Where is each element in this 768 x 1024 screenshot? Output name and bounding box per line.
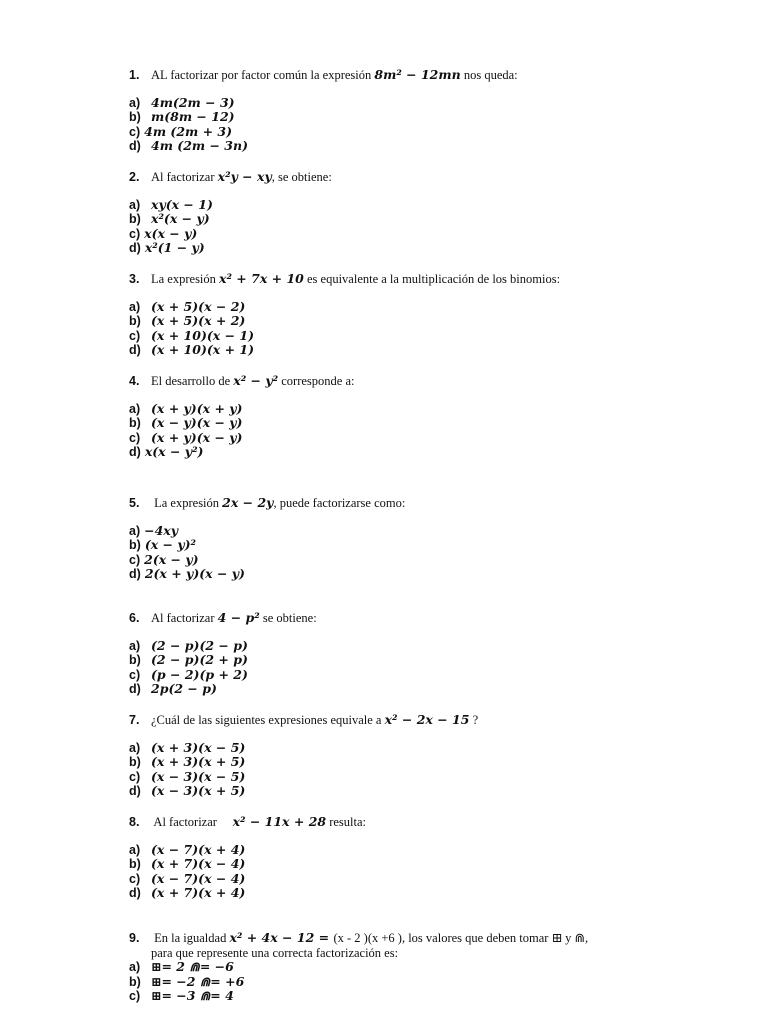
question-expression: x² − y² bbox=[233, 373, 279, 388]
option-c bbox=[129, 329, 739, 344]
option-b bbox=[129, 653, 739, 668]
question-9 bbox=[129, 931, 739, 1004]
option-c bbox=[129, 227, 739, 242]
option-a bbox=[129, 639, 739, 654]
question-3 bbox=[129, 272, 739, 358]
option-b bbox=[129, 538, 739, 553]
question-1 bbox=[129, 68, 739, 154]
option-value: (x + 7)(x − 4) bbox=[151, 856, 246, 872]
option-label: c) bbox=[129, 989, 141, 1004]
option-value: (x + y)(x + y) bbox=[151, 400, 243, 416]
option-label: a) bbox=[129, 740, 141, 755]
option-value: (x − y)(x − y) bbox=[151, 415, 243, 431]
option-d bbox=[129, 241, 739, 256]
option-value: −4xy bbox=[144, 522, 179, 538]
option-value: x²(x − y) bbox=[151, 211, 210, 227]
option-label: c) bbox=[129, 552, 141, 567]
question-number: 1. bbox=[129, 68, 140, 82]
option-label: c) bbox=[129, 667, 141, 682]
question-text: El desarrollo de bbox=[151, 374, 234, 388]
question-expression: x²y − xy bbox=[217, 169, 272, 184]
question-text-end: , puede factorizarse como: bbox=[273, 496, 406, 510]
option-value: 2p(2 − p) bbox=[151, 681, 217, 697]
question-4 bbox=[129, 374, 739, 460]
option-label: b) bbox=[129, 755, 141, 770]
question-expression: x² − 2x − 15 bbox=[384, 712, 470, 727]
option-value: (x − y)² bbox=[144, 537, 197, 553]
option-label: a) bbox=[129, 299, 141, 314]
option-c bbox=[129, 431, 739, 446]
question-stem bbox=[129, 374, 739, 389]
question-number: 8. bbox=[129, 815, 140, 829]
question-8 bbox=[129, 815, 739, 901]
option-label: c) bbox=[129, 871, 141, 886]
option-label: c) bbox=[129, 430, 141, 445]
question-text: Al factorizar bbox=[151, 611, 218, 625]
option-label: d) bbox=[129, 139, 141, 154]
option-label: b) bbox=[129, 314, 141, 329]
option-value: (x + 10)(x + 1) bbox=[151, 342, 255, 358]
question-stem bbox=[129, 815, 739, 830]
option-label: a) bbox=[129, 401, 141, 416]
option-value: 4m(2m − 3) bbox=[151, 94, 235, 110]
option-label: d) bbox=[129, 241, 141, 256]
question-text-end: (x - 2 )(x +6 ), los valores que deben tomar ⊞ y ⋒, bbox=[333, 931, 589, 945]
option-label: a) bbox=[129, 197, 141, 212]
option-d bbox=[129, 343, 739, 358]
option-b bbox=[129, 416, 739, 431]
question-expression: 8m² − 12mn bbox=[374, 67, 461, 82]
option-b bbox=[129, 212, 739, 227]
option-value: x(x − y²) bbox=[144, 444, 204, 460]
option-value: (x − 3)(x − 5) bbox=[151, 768, 246, 784]
question-stem bbox=[129, 931, 739, 946]
option-c bbox=[129, 989, 739, 1004]
option-a bbox=[129, 96, 739, 111]
option-b bbox=[129, 857, 739, 872]
question-text-end: es equivalente a la multiplicación de los binomios: bbox=[303, 272, 561, 286]
question-text: En la igualdad bbox=[151, 931, 230, 945]
option-a bbox=[129, 524, 739, 539]
question-number: 3. bbox=[129, 272, 140, 286]
option-a bbox=[129, 843, 739, 858]
question-expression: x² + 7x + 10 bbox=[219, 271, 304, 286]
question-text: ¿Cuál de las siguientes expresiones equivale a bbox=[151, 713, 385, 727]
option-c bbox=[129, 770, 739, 785]
question-text-end: corresponde a: bbox=[278, 374, 355, 388]
question-number: 2. bbox=[129, 170, 140, 184]
question-text: La expresión bbox=[151, 272, 220, 286]
option-label: b) bbox=[129, 416, 141, 431]
question-expression: x² − 11x + 28 bbox=[232, 814, 327, 829]
question-text-end: ? bbox=[469, 713, 479, 727]
option-label: b) bbox=[129, 974, 141, 989]
option-label: c) bbox=[129, 226, 141, 241]
question-number: 9. bbox=[129, 931, 140, 945]
option-a bbox=[129, 402, 739, 417]
option-label: c) bbox=[129, 124, 141, 139]
option-label: a) bbox=[129, 523, 141, 538]
option-a bbox=[129, 741, 739, 756]
option-b bbox=[129, 755, 739, 770]
option-a bbox=[129, 960, 739, 975]
option-value: (x − 3)(x + 5) bbox=[151, 783, 246, 799]
option-value: (x − 7)(x − 4) bbox=[151, 870, 246, 886]
option-value: (x + 10)(x − 1) bbox=[151, 327, 255, 343]
question-text: AL factorizar por factor común la expresión bbox=[151, 68, 375, 82]
option-label: d) bbox=[129, 682, 141, 697]
option-label: a) bbox=[129, 638, 141, 653]
option-label: a) bbox=[129, 960, 141, 975]
option-label: c) bbox=[129, 769, 141, 784]
option-label: d) bbox=[129, 784, 141, 799]
question-2 bbox=[129, 170, 739, 256]
question-expression: 2x − 2y bbox=[222, 495, 274, 510]
question-stem bbox=[129, 170, 739, 185]
question-7 bbox=[129, 713, 739, 799]
option-label: b) bbox=[129, 857, 141, 872]
option-c bbox=[129, 668, 739, 683]
question-expression: x² + 4x − 12 = bbox=[229, 930, 334, 945]
option-label: b) bbox=[129, 538, 141, 553]
question-expression: 4 − p² bbox=[217, 610, 260, 625]
question-6 bbox=[129, 611, 739, 697]
option-value: (2 − p)(2 + p) bbox=[151, 652, 248, 668]
option-value: (x + 7)(x + 4) bbox=[151, 885, 246, 901]
option-value: 2(x + y)(x − y) bbox=[144, 566, 245, 582]
question-number: 6. bbox=[129, 611, 140, 625]
option-value: 4m (2m − 3n) bbox=[151, 138, 248, 154]
question-text-end: se obtiene: bbox=[259, 611, 317, 625]
option-value: (x + 5)(x + 2) bbox=[151, 313, 246, 329]
option-value: (p − 2)(p + 2) bbox=[151, 666, 248, 682]
option-c bbox=[129, 125, 739, 140]
question-number: 4. bbox=[129, 374, 140, 388]
option-value: (2 − p)(2 − p) bbox=[151, 637, 248, 653]
option-d bbox=[129, 682, 739, 697]
option-value: ⊞= −3 ⋒= 4 bbox=[151, 988, 234, 1004]
option-value: xy(x − 1) bbox=[151, 196, 213, 212]
option-value: (x + 5)(x − 2) bbox=[151, 298, 246, 314]
question-stem bbox=[129, 611, 739, 626]
question-text-end: nos queda: bbox=[460, 68, 518, 82]
option-value: m(8m − 12) bbox=[151, 109, 235, 125]
option-label: a) bbox=[129, 95, 141, 110]
question-text: Al factorizar bbox=[151, 170, 218, 184]
question-5 bbox=[129, 496, 739, 582]
option-label: d) bbox=[129, 567, 141, 582]
option-label: c) bbox=[129, 328, 141, 343]
question-text: La expresión bbox=[151, 496, 223, 510]
option-label: d) bbox=[129, 445, 141, 460]
option-d bbox=[129, 567, 739, 582]
option-value: 2(x − y) bbox=[144, 551, 199, 567]
question-text: Al factorizar bbox=[151, 815, 233, 829]
option-b bbox=[129, 314, 739, 329]
option-b bbox=[129, 110, 739, 125]
option-label: b) bbox=[129, 653, 141, 668]
option-label: d) bbox=[129, 886, 141, 901]
question-number: 7. bbox=[129, 713, 140, 727]
question-stem-line2: para que represente una correcta factorización es: bbox=[151, 945, 399, 960]
question-stem bbox=[129, 713, 739, 728]
option-label: b) bbox=[129, 110, 141, 125]
option-value: (x − 7)(x + 4) bbox=[151, 841, 246, 857]
option-label: a) bbox=[129, 842, 141, 857]
question-stem bbox=[129, 272, 739, 287]
option-c bbox=[129, 553, 739, 568]
option-value: (x + 3)(x − 5) bbox=[151, 739, 246, 755]
option-value: x(x − y) bbox=[144, 225, 198, 241]
question-text-end: , se obtiene: bbox=[271, 170, 332, 184]
option-d bbox=[129, 139, 739, 154]
option-b bbox=[129, 975, 739, 990]
option-d bbox=[129, 784, 739, 799]
option-value: ⊞= −2 ⋒= +6 bbox=[151, 973, 245, 989]
option-d bbox=[129, 886, 739, 901]
option-d bbox=[129, 445, 739, 460]
option-a bbox=[129, 198, 739, 213]
question-text-end: resulta: bbox=[326, 815, 367, 829]
option-label: b) bbox=[129, 212, 141, 227]
option-c bbox=[129, 872, 739, 887]
option-value: (x + 3)(x + 5) bbox=[151, 754, 246, 770]
option-value: 4m (2m + 3) bbox=[144, 123, 233, 139]
question-number: 5. bbox=[129, 496, 140, 510]
option-a bbox=[129, 300, 739, 315]
option-value: x²(1 − y) bbox=[144, 240, 205, 256]
option-label: d) bbox=[129, 343, 141, 358]
question-stem bbox=[129, 68, 739, 83]
option-value: (x + y)(x − y) bbox=[151, 429, 243, 445]
question-stem bbox=[129, 496, 739, 511]
option-value: ⊞= 2 ⋒= −6 bbox=[151, 959, 234, 975]
